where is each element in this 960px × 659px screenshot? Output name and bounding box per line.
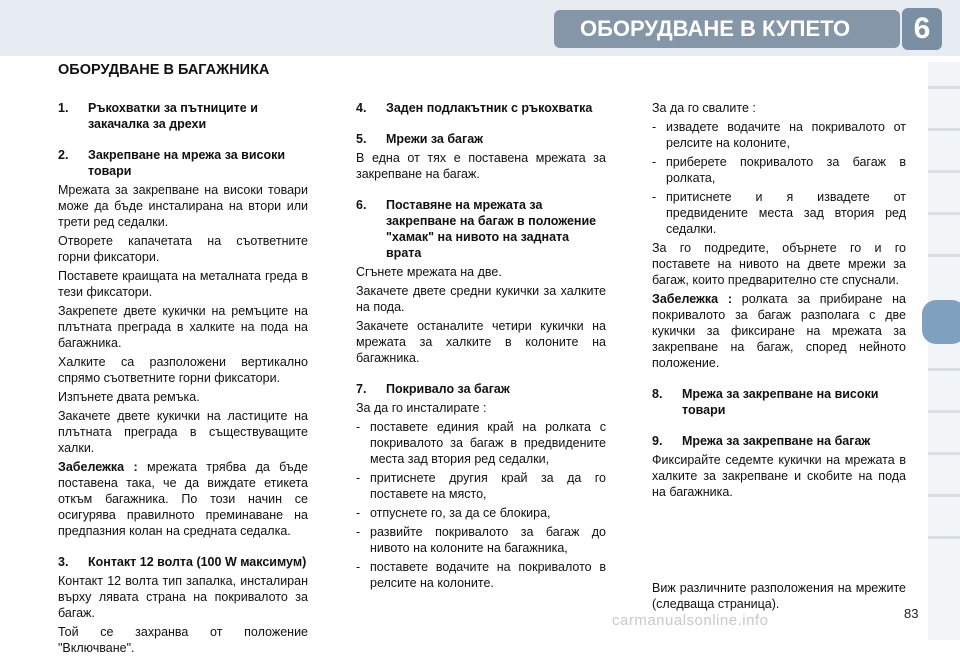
item-heading-4 xyxy=(356,100,606,116)
chapter-number-badge: 6 xyxy=(902,8,942,50)
paragraph: Поставете краищата на металната греда в тези фиксатори. xyxy=(58,269,308,299)
dash-item xyxy=(356,524,606,556)
note-paragraph xyxy=(652,291,906,371)
side-tab xyxy=(928,86,960,89)
item-heading-1 xyxy=(58,100,308,132)
dash-mark: - xyxy=(652,120,657,134)
item-title: Ръкохватки за пътниците и закачалка за дрехи xyxy=(88,101,258,131)
side-tab xyxy=(928,368,960,371)
side-tab xyxy=(928,410,960,413)
paragraph: Сгънете мрежата на две. xyxy=(356,265,502,279)
dash-item xyxy=(652,119,906,151)
item-number: 4. xyxy=(356,101,367,115)
dash-text: притиснете другия край за да го поставете на място, xyxy=(370,471,606,501)
paragraph: Халките са разположени вертикално спрямо съответните горни фиксатори. xyxy=(58,355,308,385)
dash-text: развийте покривалото за багаж до нивото на колоните на багажника, xyxy=(370,525,606,555)
item-number: 7. xyxy=(356,382,367,396)
item-number: 9. xyxy=(652,434,663,448)
item-number: 5. xyxy=(356,132,367,146)
dash-mark: - xyxy=(356,506,361,520)
item-title: Закрепване на мрежа за високи товари xyxy=(88,148,286,178)
dash-item xyxy=(356,419,606,467)
dash-text: отпуснете го, за да се блокира, xyxy=(370,506,551,520)
item-title: Контакт 12 волта (100 W максимум) xyxy=(88,555,307,569)
paragraph: Той се захранва от положение "Включване". xyxy=(58,625,308,655)
column-2 xyxy=(356,100,606,594)
side-tab xyxy=(928,494,960,497)
side-tab xyxy=(928,212,960,215)
paragraph: В една от тях е поставена мрежата за закрепване на багаж. xyxy=(356,151,606,181)
dash-text: притиснете и я извадете от предвидените места зад втория ред седалки. xyxy=(666,190,906,236)
paragraph: Закачете двете кукички на ластиците на плътната преграда в съществуващите халки. xyxy=(58,409,308,455)
paragraph: Изпънете двата ремъка. xyxy=(58,390,200,404)
item-number: 1. xyxy=(58,101,69,115)
note-text: мрежата трябва да бъде поставена така, че да виждате етикета откъм багажника. По този начин се осигурява правилното преминаване на предпазния колан на средната седалка. xyxy=(58,460,308,538)
item-heading-3 xyxy=(58,554,308,570)
dash-item xyxy=(652,189,906,237)
column-3 xyxy=(652,100,906,503)
item-heading-6 xyxy=(356,197,606,261)
paragraph: Закрепете двете кукички на ремъците на плътната преграда в халките на пода на багажника. xyxy=(58,304,308,350)
column-1 xyxy=(58,100,308,659)
dash-text: поставете единия край на ролката с покривалото за багаж в предвидените места зад втория ред седалки, xyxy=(370,420,606,466)
paragraph: За да го свалите : xyxy=(652,101,756,115)
dash-mark: - xyxy=(356,525,361,539)
item-number: 2. xyxy=(58,148,69,162)
paragraph: Закачете двете средни кукички за халките на пода. xyxy=(356,284,606,314)
item-title: Поставяне на мрежата за закрепване на багаж в положение "хамак" на нивото на задната врата xyxy=(386,198,597,260)
item-number: 3. xyxy=(58,555,69,569)
watermark: carmanualsonline.info xyxy=(612,612,769,629)
item-number: 8. xyxy=(652,387,663,401)
paragraph: Отворете капачетата на съответните горни фиксатори. xyxy=(58,234,308,264)
paragraph: Мрежата за закрепване на високи товари може да бъде инсталирана на втори или трети ред седалки. xyxy=(58,183,308,229)
item-heading-2 xyxy=(58,147,308,179)
side-tab-strip xyxy=(928,62,960,640)
paragraph: За го подредите, обърнете го и го поставете на нивото на двете мрежи за багаж, които предварително сте спуснали. xyxy=(652,241,906,287)
item-heading-7 xyxy=(356,381,606,397)
dash-text: извадете водачите на покривалото от релсите на колоните, xyxy=(666,120,906,150)
side-tab xyxy=(928,128,960,131)
page-number: 83 xyxy=(904,606,919,621)
note-label: Забележка : xyxy=(652,292,732,306)
note-text: ролката за прибиране на покривалото за багаж разполага с две кукички за фиксиране на мрежата за закрепване на багаж, според нейното положение. xyxy=(652,292,906,370)
item-title: Мрежи за багаж xyxy=(386,132,484,146)
item-number: 6. xyxy=(356,198,367,212)
dash-mark: - xyxy=(652,155,657,169)
paragraph: Виж различните разположения на мрежите (следваща страница). xyxy=(652,581,906,611)
note-label: Забележка : xyxy=(58,460,138,474)
item-title: Покривало за багаж xyxy=(386,382,510,396)
item-title: Мрежа за закрепване на багаж xyxy=(682,434,871,448)
footer-paragraph xyxy=(652,580,906,615)
item-title: Мрежа за закрепване на високи товари xyxy=(682,387,879,417)
item-heading-9 xyxy=(652,433,906,449)
dash-item xyxy=(356,559,606,591)
dash-mark: - xyxy=(652,190,657,204)
dash-mark: - xyxy=(356,420,361,434)
paragraph: Контакт 12 волта тип запалка, инсталиран върху лявата страна на покривалото за багаж. xyxy=(58,574,308,620)
side-tab xyxy=(928,254,960,257)
dash-item xyxy=(652,154,906,186)
chapter-title: ОБОРУДВАНЕ В КУПЕТО xyxy=(580,16,851,41)
dash-item xyxy=(356,470,606,502)
dash-text: поставете водачите на покривалото в релсите на колоните. xyxy=(370,560,606,590)
dash-mark: - xyxy=(356,471,361,485)
note-paragraph xyxy=(58,459,308,539)
side-tab-active[interactable] xyxy=(922,300,960,344)
dash-text: приберете покривалото за багаж в ролката, xyxy=(666,155,906,185)
paragraph: Фиксирайте седемте кукички на мрежата в халките за закрепване и скобите на пода на багажника. xyxy=(652,453,906,499)
item-heading-5 xyxy=(356,131,606,147)
side-tab xyxy=(928,452,960,455)
paragraph: За да го инсталирате : xyxy=(356,401,487,415)
item-heading-8 xyxy=(652,386,906,418)
side-tab xyxy=(928,170,960,173)
paragraph: Закачете останалите четири кукички на мрежата за халките в колоните на багажника. xyxy=(356,319,606,365)
dash-item xyxy=(356,505,606,521)
section-title: ОБОРУДВАНЕ В БАГАЖНИКА xyxy=(58,62,270,78)
side-tab xyxy=(928,536,960,539)
item-title: Заден подлакътник с ръкохватка xyxy=(386,101,593,115)
dash-mark: - xyxy=(356,560,361,574)
